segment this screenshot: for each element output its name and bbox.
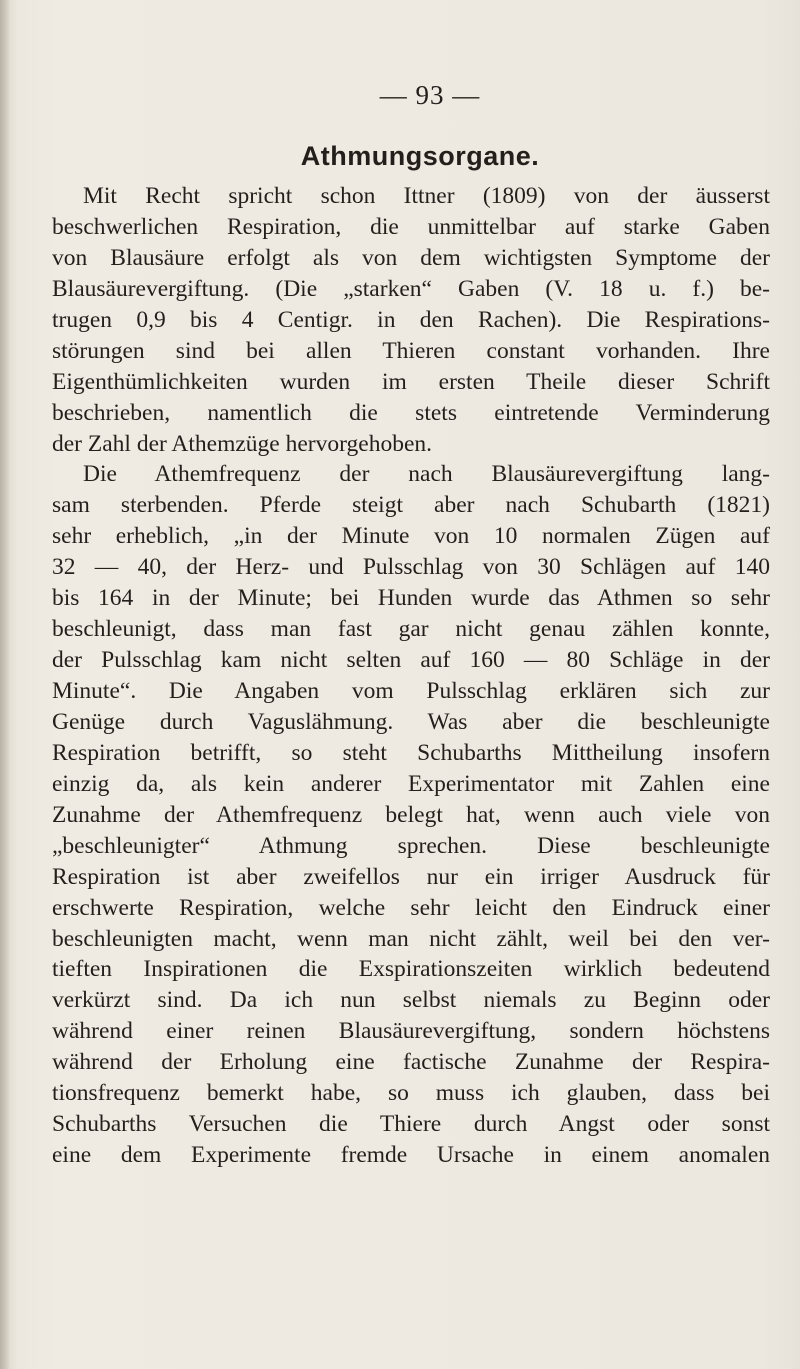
text-line: der Zahl der Athemzüge hervorgehoben. — [52, 430, 432, 457]
text-line: während der Erholung eine factische Zunahme der Respira- — [52, 1049, 770, 1076]
text-line: Genüge durch Vaguslähmung. Was aber die beschleunigte — [52, 708, 770, 735]
text-line: sam sterbenden. Pferde steigt aber nach Schubarth (1821) — [52, 492, 770, 519]
text-line: Eigenthümlichkeiten wurden im ersten Theile dieser Schrift — [52, 368, 770, 395]
text-line: Zunahme der Athemfrequenz belegt hat, wenn auch viele von — [52, 801, 770, 828]
gutter-shadow — [0, 0, 10, 1369]
text-line: von Blausäure erfolgt als von dem wichtigsten Symptome der — [52, 244, 770, 271]
text-line: beschleunigt, dass man fast gar nicht genau zählen konnte, — [52, 616, 770, 643]
text-line: trugen 0,9 bis 4 Centigr. in den Rachen). Die Respirations- — [52, 306, 770, 333]
text-line: einzig da, als kein anderer Experimentator mit Zahlen eine — [52, 770, 770, 797]
text-line: Mit Recht spricht schon Ittner (1809) von der äusserst — [83, 183, 770, 209]
text-line: während einer reinen Blausäurevergiftung, sondern höchstens — [52, 1018, 770, 1045]
body-text — [52, 181, 770, 1171]
text-line: der Pulsschlag kam nicht selten auf 160 — 80 Schläge in der — [52, 647, 770, 674]
text-line: 32 — 40, der Herz- und Pulsschlag von 30 Schlägen auf 140 — [52, 554, 770, 581]
text-line: Schubarths Versuchen die Thiere durch Angst oder sonst — [52, 1111, 770, 1138]
text-line: „beschleunigter“ Athmung sprechen. Diese beschleunigte — [52, 832, 770, 859]
text-line: Respiration ist aber zweifellos nur ein irriger Ausdruck für — [52, 863, 770, 890]
text-line: störungen sind bei allen Thieren constant vorhanden. Ihre — [52, 337, 770, 364]
text-line: Blausäurevergiftung. (Die „starken“ Gaben (V. 18 u. f.) be- — [52, 275, 770, 302]
text-line: Die Athemfrequenz der nach Blausäurevergiftung lang- — [83, 461, 770, 488]
page-number: — 93 — — [379, 80, 481, 110]
text-line: beschwerlichen Respiration, die unmittelbar auf starke Gaben — [52, 213, 770, 240]
text-line: erschwerte Respiration, welche sehr leicht den Eindruck einer — [52, 894, 770, 921]
text-line: sehr erheblich, „in der Minute von 10 normalen Zügen auf — [52, 523, 770, 550]
text-line: tionsfrequenz bemerkt habe, so muss ich glauben, dass bei — [52, 1080, 770, 1107]
text-line: bis 164 in der Minute; bei Hunden wurde das Athmen so sehr — [52, 585, 770, 612]
text-line: beschrieben, namentlich die stets eintretende Verminderung — [52, 399, 770, 426]
text-line: Minute“. Die Angaben vom Pulsschlag erklären sich zur — [52, 678, 770, 704]
chapter-title: Athmungsorgane. — [300, 141, 540, 171]
text-line: verkürzt sind. Da ich nun selbst niemals zu Beginn oder — [52, 987, 770, 1014]
text-line: Respiration betrifft, so steht Schubarths Mittheilung insofern — [52, 739, 770, 766]
text-line: tieften Inspirationen die Exspirationszeiten wirklich bedeutend — [52, 956, 770, 983]
text-line: eine dem Experimente fremde Ursache in einem anomalen — [52, 1142, 770, 1169]
text-line: beschleunigten macht, wenn man nicht zählt, weil bei den ver- — [52, 925, 770, 952]
